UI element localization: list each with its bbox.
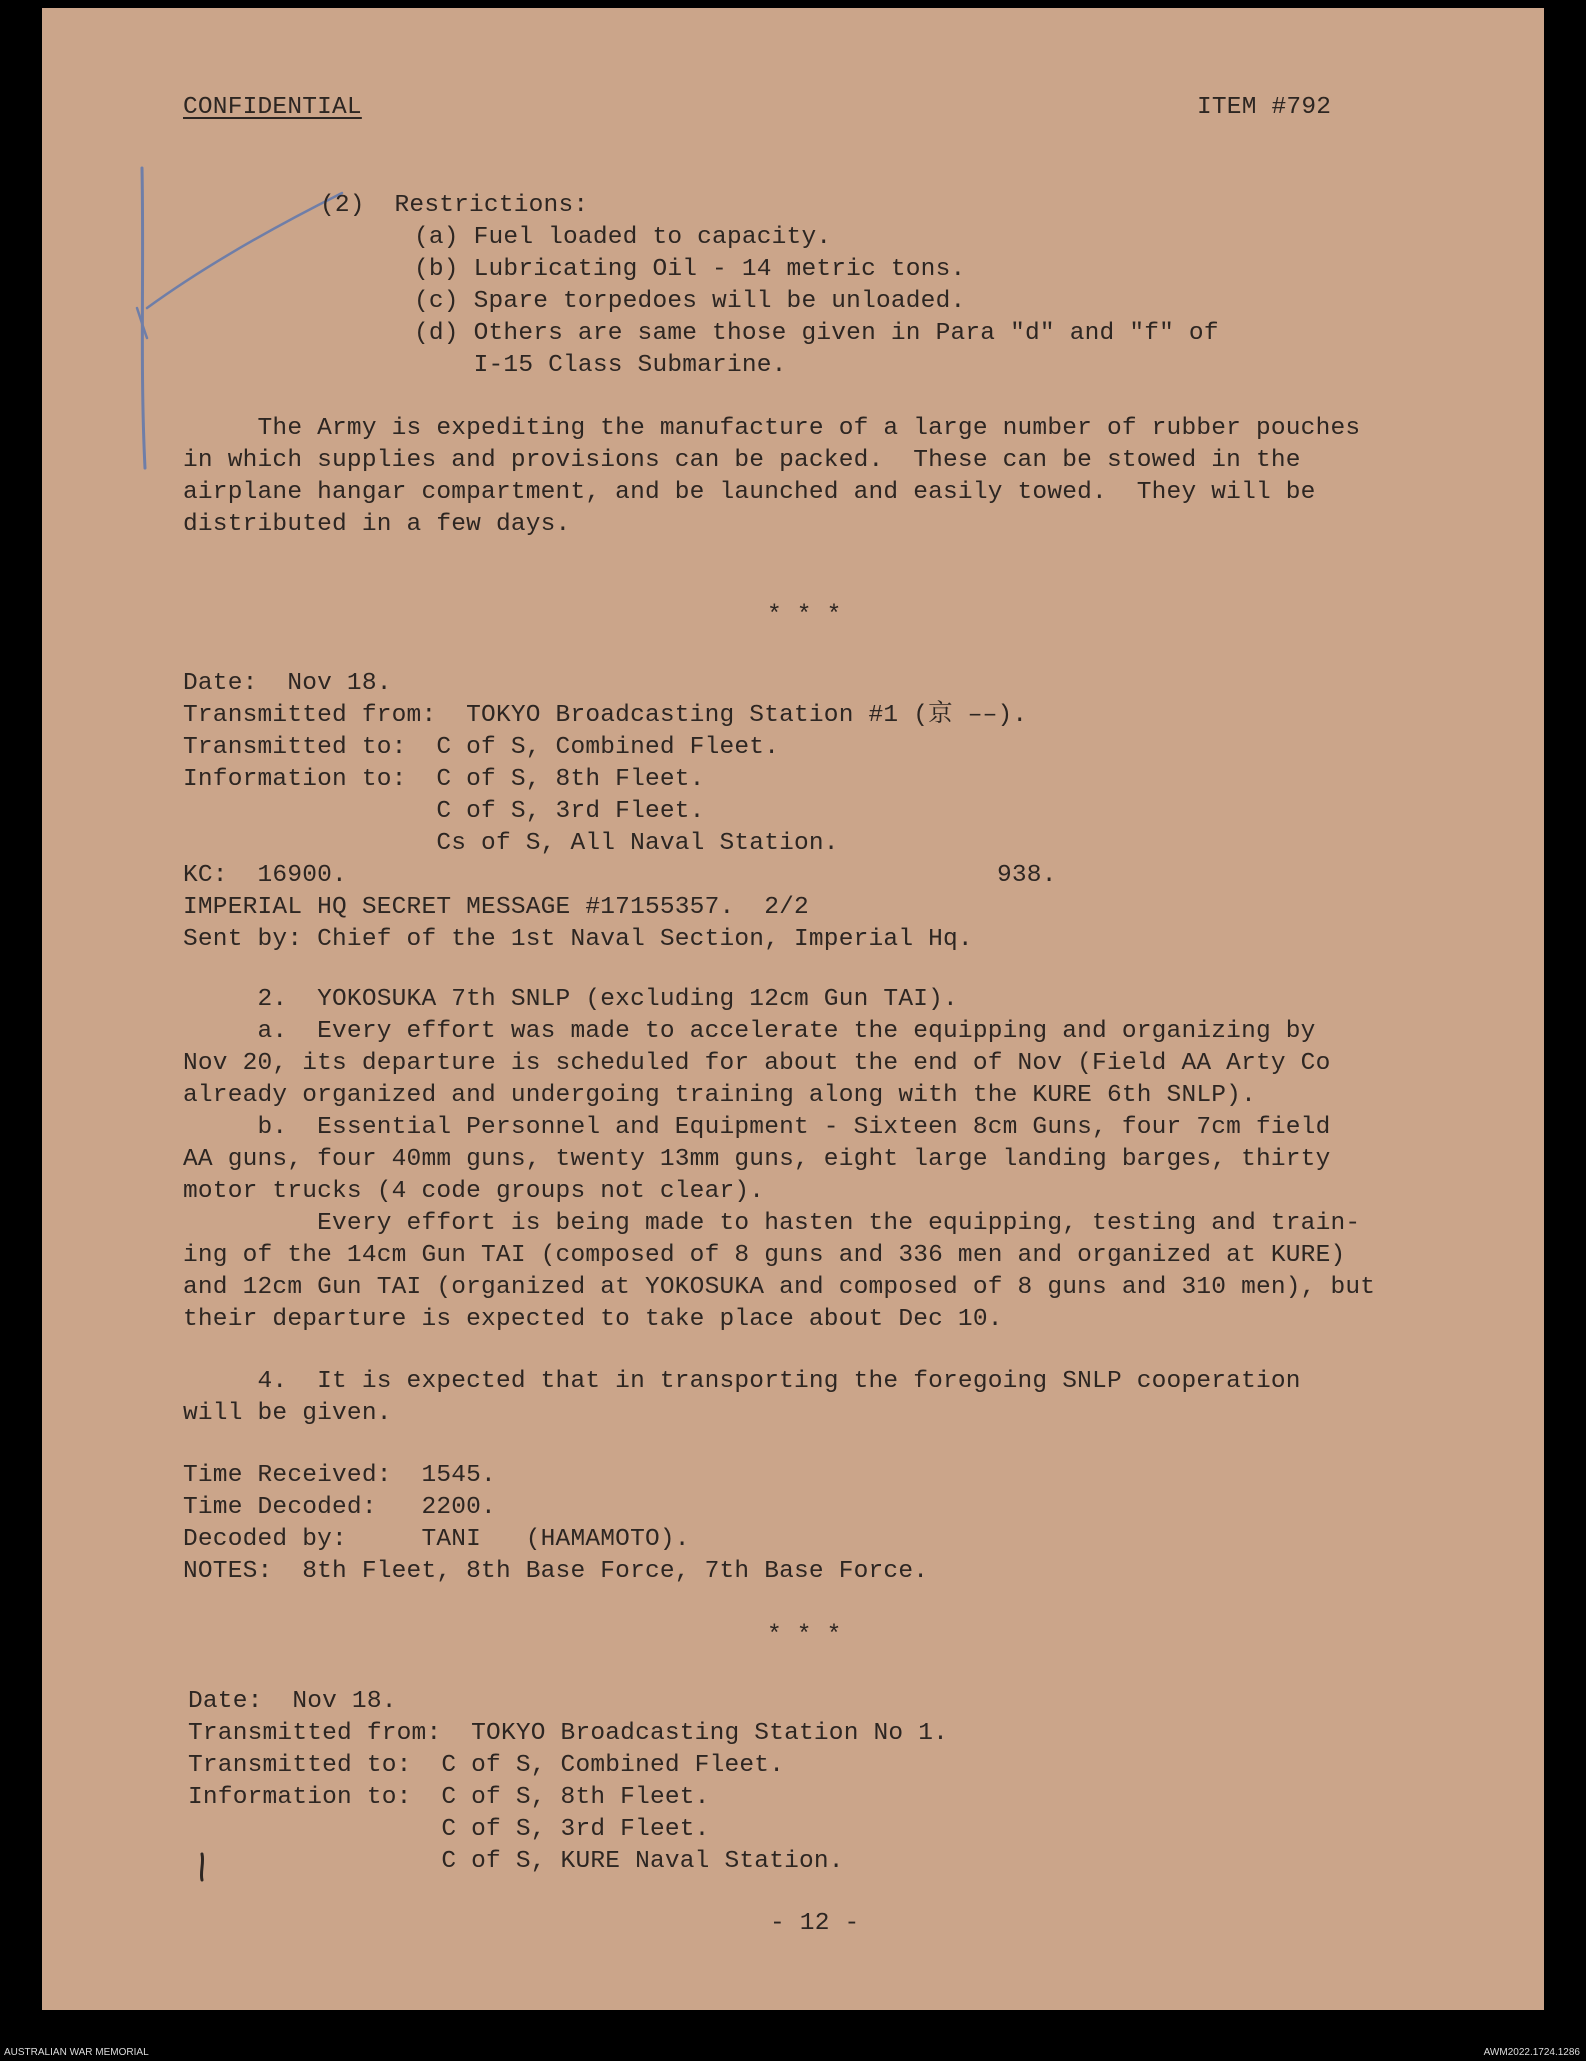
message-header-line: Information to: C of S, 8th Fleet.	[188, 1784, 710, 1811]
message-header-line: C of S, 3rd Fleet.	[188, 1816, 710, 1843]
document-page	[42, 8, 1544, 2010]
notes: NOTES: 8th Fleet, 8th Base Force, 7th Base Force.	[183, 1558, 929, 1585]
restrictions-heading: (2) Restrictions:	[320, 192, 589, 219]
page-number: - 12 -	[770, 1910, 860, 1937]
paragraph-line: airplane hangar compartment, and be launched and easily towed. They will be	[183, 479, 1316, 506]
message-header-line: Transmitted from: TOKYO Broadcasting Station No 1.	[188, 1720, 949, 1747]
restriction-item: (a) Fuel loaded to capacity.	[414, 224, 832, 251]
message-body-line: a. Every effort was made to accelerate the equipping and organizing by	[183, 1018, 1316, 1045]
message-body-line: ing of the 14cm Gun TAI (composed of 8 guns and 336 men and organized at KURE)	[183, 1242, 1346, 1269]
message-header-line: Date: Nov 18.	[183, 670, 392, 697]
restriction-item: (d) Others are same those given in Para "d" and "f" of	[414, 320, 1219, 347]
secret-message-number: IMPERIAL HQ SECRET MESSAGE #17155357. 2/2	[183, 894, 809, 921]
sent-by: Sent by: Chief of the 1st Naval Section, Imperial Hq.	[183, 926, 973, 953]
message-header-line: C of S, 3rd Fleet.	[183, 798, 705, 825]
message-body-line: AA guns, four 40mm guns, twenty 13mm guns, eight large landing barges, thirty	[183, 1146, 1331, 1173]
message-header-line: Information to: C of S, 8th Fleet.	[183, 766, 705, 793]
message-body-line: Every effort is being made to hasten the equipping, testing and train-	[183, 1210, 1361, 1237]
kc-frequency: KC: 16900.	[183, 862, 347, 889]
confidential-marking: CONFIDENTIAL	[183, 94, 362, 121]
restriction-item: (c) Spare torpedoes will be unloaded.	[414, 288, 966, 315]
paragraph-line: distributed in a few days.	[183, 511, 571, 538]
item-number: ITEM #792	[1197, 94, 1332, 121]
message-body-line: 2. YOKOSUKA 7th SNLP (excluding 12cm Gun TAI).	[183, 986, 958, 1013]
message-header-line: Transmitted to: C of S, Combined Fleet.	[183, 734, 780, 761]
time-decoded: Time Decoded: 2200.	[183, 1494, 496, 1521]
paragraph-line: The Army is expediting the manufacture of a large number of rubber pouches	[183, 415, 1361, 442]
message-body-line: will be given.	[183, 1400, 392, 1427]
message-body-line: Nov 20, its departure is scheduled for about the end of Nov (Field AA Arty Co	[183, 1050, 1331, 1077]
message-header-line: Cs of S, All Naval Station.	[183, 830, 839, 857]
message-body-line: already organized and undergoing training along with the KURE 6th SNLP).	[183, 1082, 1256, 1109]
message-body-line: b. Essential Personnel and Equipment - Sixteen 8cm Guns, four 7cm field	[183, 1114, 1331, 1141]
section-separator: * * *	[767, 1622, 842, 1649]
restriction-item: I-15 Class Submarine.	[414, 352, 787, 379]
archive-credit: AUSTRALIAN WAR MEMORIAL	[4, 2047, 149, 2058]
message-body-line: 4. It is expected that in transporting the foregoing SNLP cooperation	[183, 1368, 1301, 1395]
message-body-line: and 12cm Gun TAI (organized at YOKOSUKA and composed of 8 guns and 310 men), but	[183, 1274, 1376, 1301]
message-header-line: C of S, KURE Naval Station.	[188, 1848, 844, 1875]
message-header-line: Transmitted from: TOKYO Broadcasting Station #1 (京 ––).	[183, 702, 1028, 729]
decoded-by: Decoded by: TANI (HAMAMOTO).	[183, 1526, 690, 1553]
message-body-line: motor trucks (4 code groups not clear).	[183, 1178, 765, 1205]
message-body-line: their departure is expected to take place about Dec 10.	[183, 1306, 1003, 1333]
section-separator: * * *	[767, 602, 842, 629]
paragraph-line: in which supplies and provisions can be packed. These can be stowed in the	[183, 447, 1301, 474]
kc-number: 938.	[997, 862, 1057, 889]
archive-reference: AWM2022.1724.1286	[1483, 2047, 1580, 2058]
time-received: Time Received: 1545.	[183, 1462, 496, 1489]
restriction-item: (b) Lubricating Oil - 14 metric tons.	[414, 256, 966, 283]
message-header-line: Date: Nov 18.	[188, 1688, 397, 1715]
message-header-line: Transmitted to: C of S, Combined Fleet.	[188, 1752, 785, 1779]
